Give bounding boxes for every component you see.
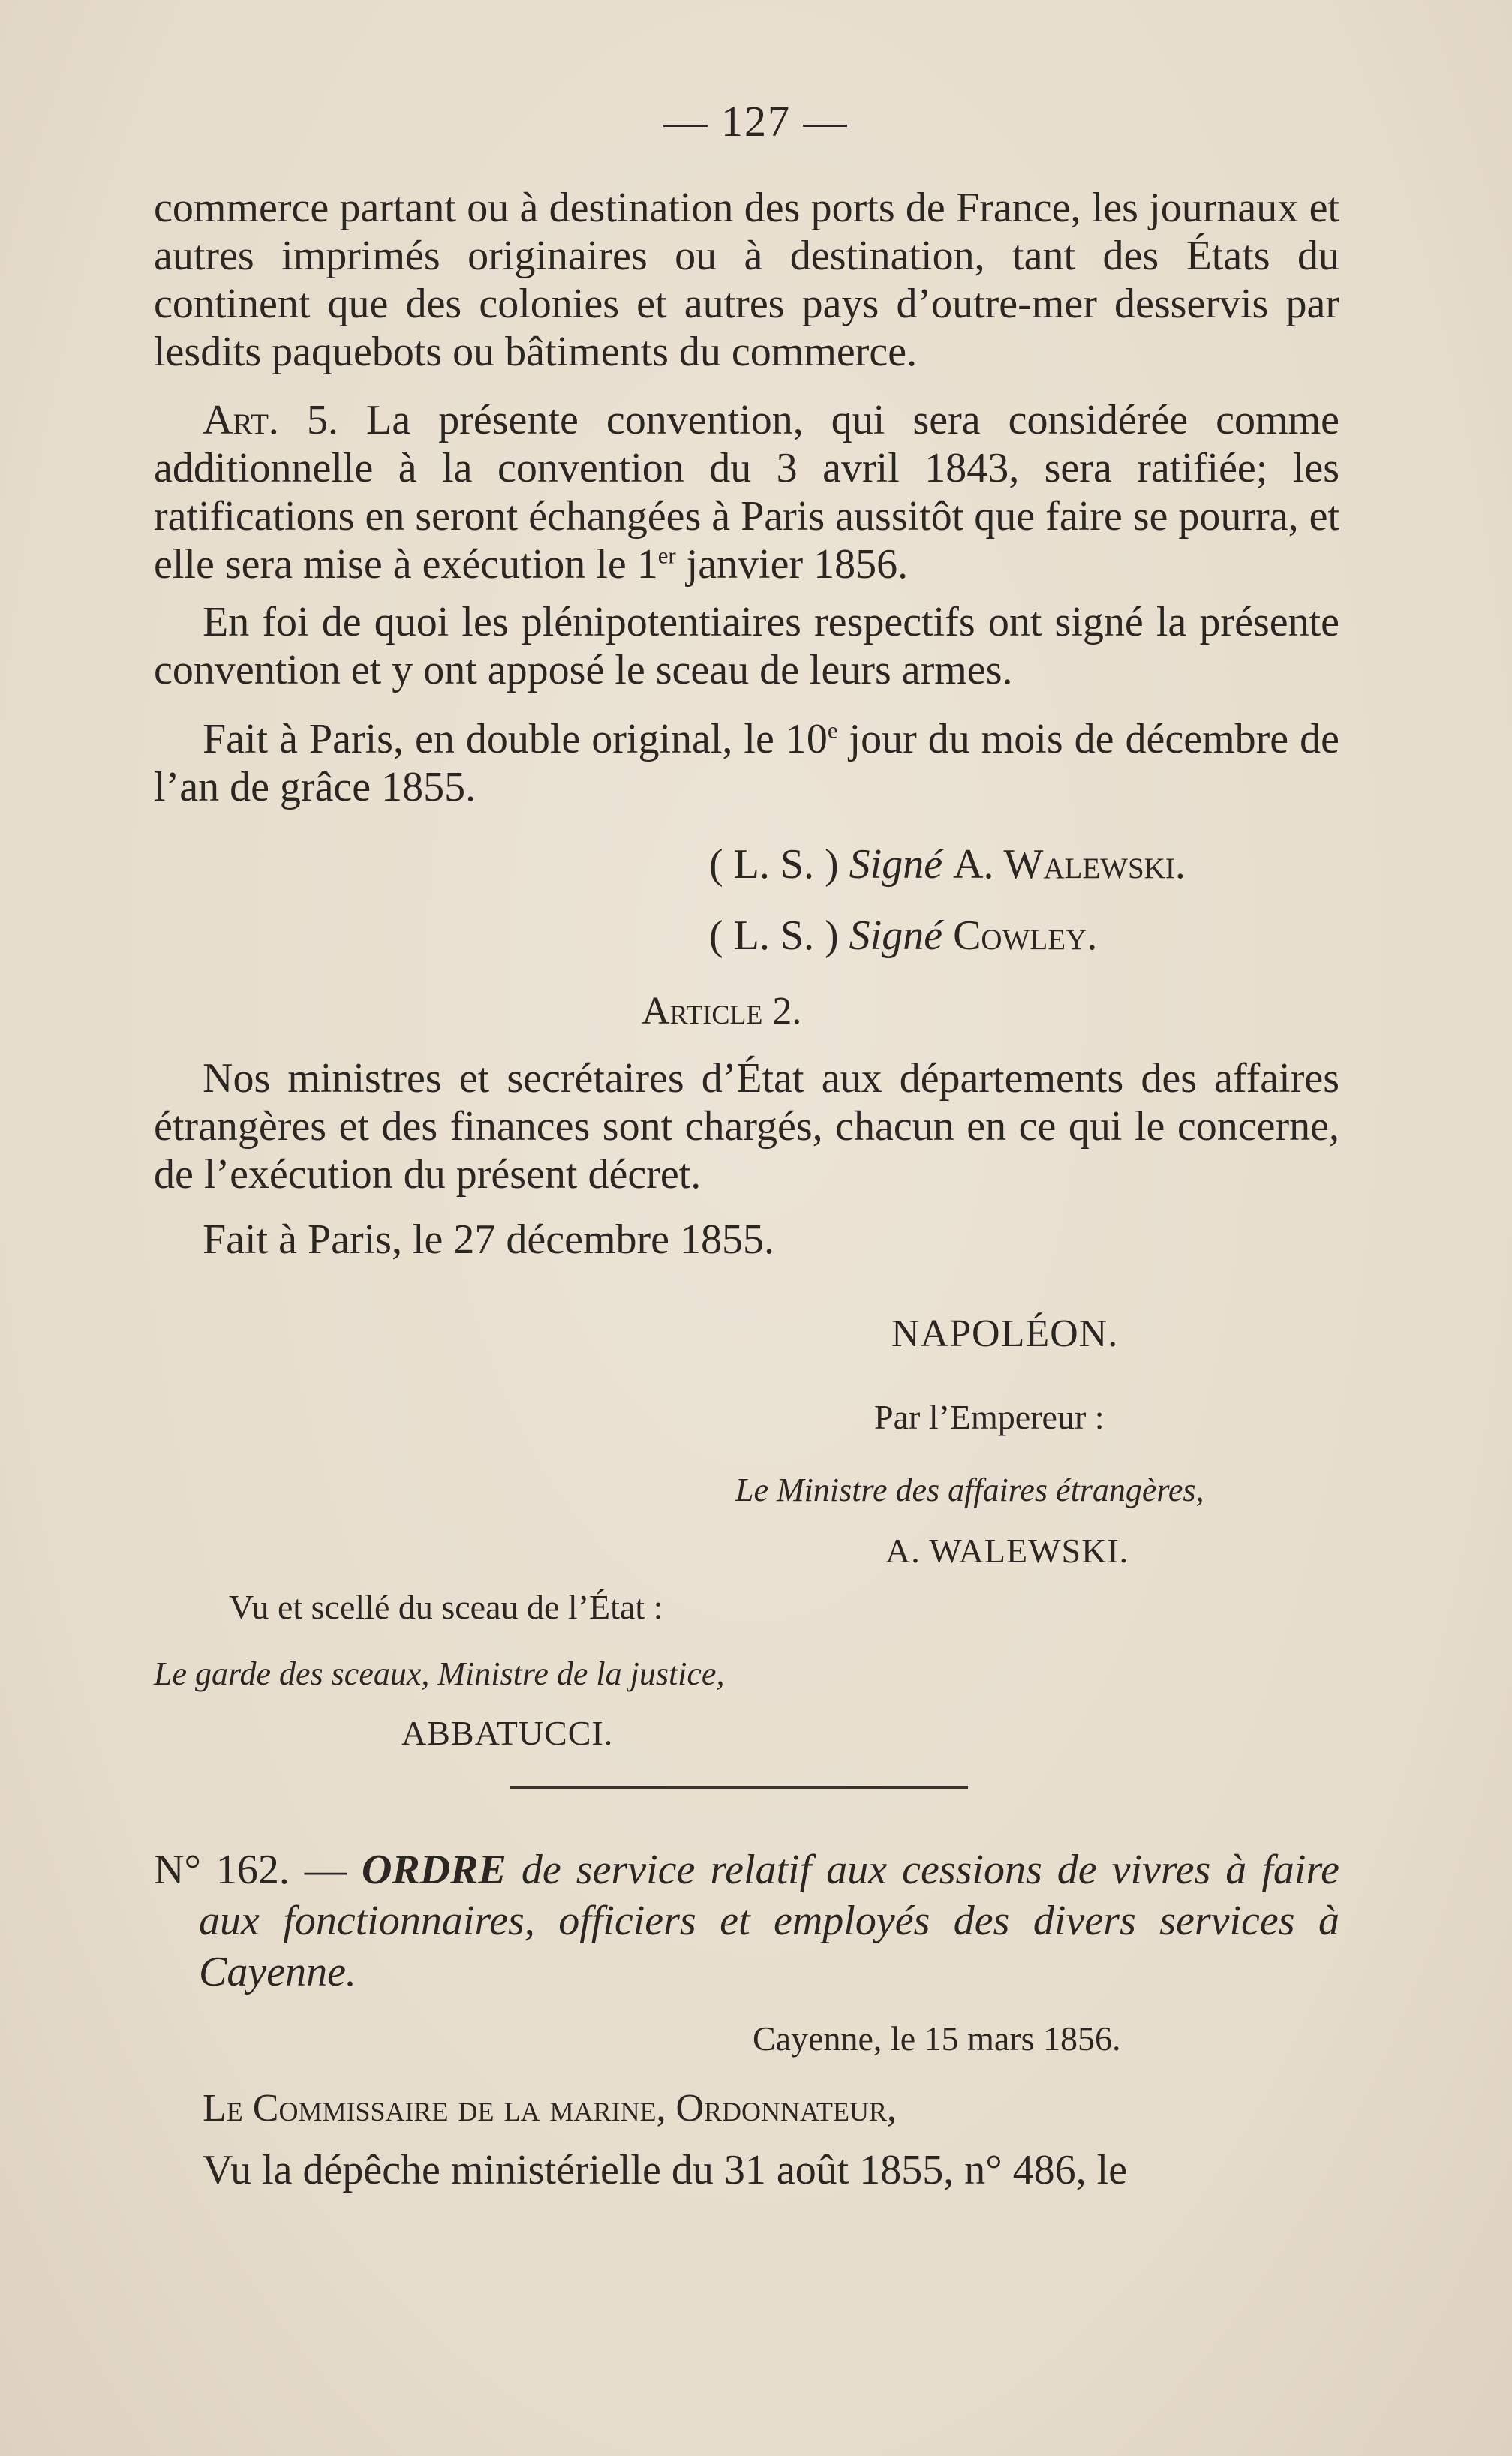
article-5-text-end: janvier 1856. bbox=[675, 541, 909, 588]
signing-paragraph bbox=[154, 715, 1339, 811]
signature-walewski: ( L. S. ) Signé A. Walewski. bbox=[709, 841, 1186, 888]
decree-date: Fait à Paris, le 27 décembre 1855. bbox=[203, 1216, 775, 1263]
witness-text: En foi de quoi les plénipotentiaires respectifs ont signé la présente convention et y ont apposé le sceau de leurs armes. bbox=[154, 599, 1339, 693]
order-162-heading: N° 162. — ORDRE de service relatif aux cessions de vivres à faire aux fonctionnaires, officiers et employés des divers services à Cayenne. bbox=[154, 1847, 1340, 1995]
witness-paragraph bbox=[154, 598, 1339, 694]
order-title: de service relatif aux cessions de vivres à faire aux fonctionnaires, officiers et employés des divers services à Cayenne. bbox=[199, 1847, 1340, 1995]
place-date: Cayenne, le 15 mars 1856. bbox=[753, 2019, 1121, 2058]
par-empereur: Par l’Empereur : bbox=[874, 1398, 1105, 1436]
seal-statement: Vu et scellé du sceau de l’État : bbox=[229, 1588, 663, 1626]
article-2-paragraph bbox=[154, 1054, 1339, 1198]
article-5-text: La présente convention, qui sera considérée comme additionnelle à la convention du 3 avril 1843, sera ratifiée; les ratifications en seront échangées à Paris aussitôt que faire se pourra, et elle sera mise à exécution le 1 bbox=[154, 397, 1340, 588]
issuer-title: Le Commissaire de la marine, Ordonnateur, bbox=[203, 2087, 897, 2130]
signatory-napoleon: NAPOLÉON. bbox=[891, 1312, 1119, 1355]
article-5-label: Art. 5. bbox=[203, 397, 339, 443]
separator-rule bbox=[510, 1786, 968, 1789]
page-number: — 127 — bbox=[663, 97, 849, 146]
paragraph-text: commerce partant ou à destination des ports de France, les journaux et autres imprimés originaires ou à destination, tant des États du continent que des colonies et autres pays d’outre-mer desservis par lesdits paquebots ou bâtiments du commerce. bbox=[154, 185, 1339, 375]
order-keyword: ORDRE bbox=[361, 1847, 507, 1893]
article-2-heading: Article 2. bbox=[642, 990, 802, 1033]
signing-text: Fait à Paris, en double original, le 10 bbox=[203, 716, 828, 762]
superscript: er bbox=[657, 543, 676, 569]
keeper-name: ABBATUCCI. bbox=[401, 1714, 614, 1752]
keeper-title: Le garde des sceaux, Ministre de la justice, bbox=[154, 1655, 725, 1692]
reference-line: Vu la dépêche ministérielle du 31 août 1855, n° 486, le bbox=[203, 2147, 1128, 2193]
paragraph-continuation bbox=[154, 184, 1339, 376]
minister-title: Le Ministre des affaires étrangères, bbox=[735, 1471, 1204, 1508]
minister-name: A. WALEWSKI. bbox=[885, 1532, 1129, 1570]
article-2-text: Nos ministres et secrétaires d’État aux départements des affaires étrangères et des finances sont chargés, chacun en ce qui le concerne, de l’exécution du présent décret. bbox=[154, 1055, 1339, 1198]
superscript: e bbox=[827, 717, 838, 744]
article-5-paragraph bbox=[154, 396, 1339, 588]
signature-cowley: ( L. S. ) Signé Cowley. bbox=[709, 912, 1098, 959]
signing-text-end: jour du mois de décembre de l’an de grâce 1855. bbox=[154, 716, 1339, 810]
order-number: N° 162. bbox=[154, 1847, 290, 1893]
